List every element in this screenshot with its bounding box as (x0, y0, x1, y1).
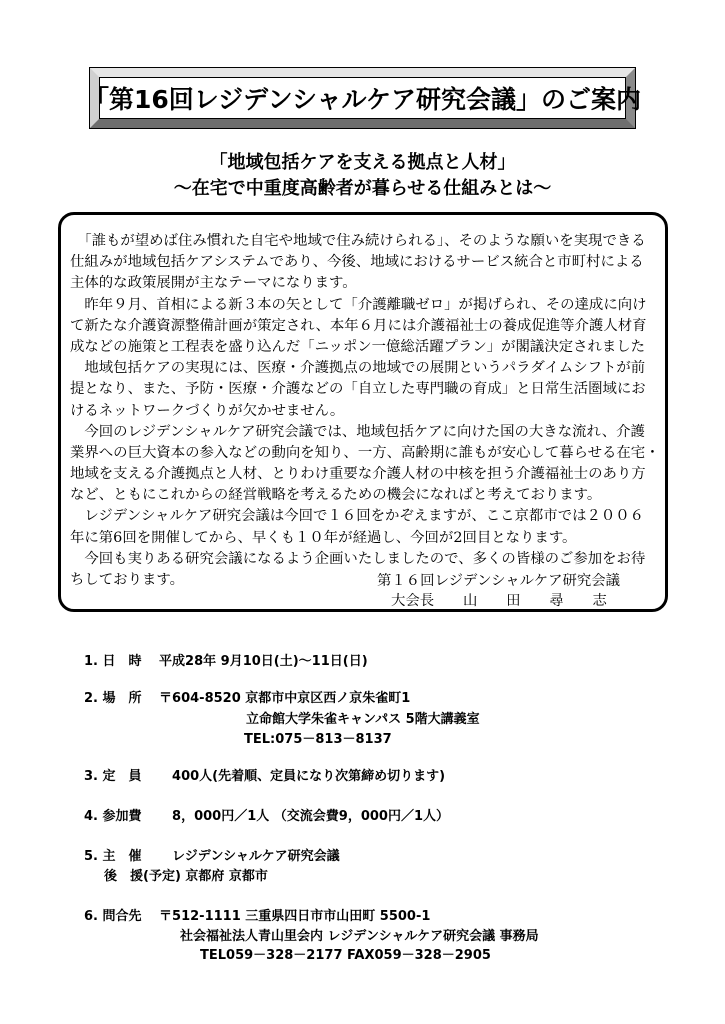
message-line: 今回も実りある研究会議になるよう企画いたしましたので、多くの皆様のご参加をお待 (70, 550, 646, 567)
signature-name: 大会長 山 田 尋 志 (391, 593, 607, 609)
message-line: など、ともにこれからの経営戦略を考えるための機会になればと考えております。 (70, 487, 602, 504)
signature-org: 第１６回レジデンシャルケア研究会議 (377, 573, 621, 589)
subtitle-sub: ～在宅で中重度高齢者が暮らせる仕組みとは～ (173, 178, 552, 199)
detail-contact: 6. 問合先 〒512-1111 三重県四日市市山田町 5500-1 (84, 909, 431, 924)
message-line: けるネットワークづくりが欠かせません。 (70, 402, 345, 419)
title-box (83, 68, 642, 128)
detail-capacity: 3. 定 員 400人(先着順、定員になり次第締め切ります) (84, 769, 446, 784)
page-title: 「第16回レジデンシャルケア研究会議」のご案内 (99, 77, 626, 119)
message-line: レジデンシャルケア研究会議は今回で１６回をかぞえますが、ここ京都市では２００６ (70, 508, 645, 525)
detail-contact-org: 社会福祉法人青山里会内 レジデンシャルケア研究会議 事務局 (180, 929, 539, 944)
detail-place: 2. 場 所 〒604-8520 京都市中京区西ノ京朱雀町1 (84, 691, 411, 706)
message-line: 地域包括ケアの実現には、医療・介護拠点の地域での展開というパラダイムシフトが前 (70, 360, 646, 377)
detail-contact-phone: TEL059－328－2177 FAX059－328－2905 (200, 948, 491, 963)
detail-date: 1. 日 時 平成28年 9月10日(土)～11日(日) (84, 654, 368, 669)
detail-fee: 4. 参加費 8，000円／1人 （交流会費9，000円／1人） (84, 809, 450, 824)
message-line: ちしております。 (70, 572, 184, 588)
message-line: 成などの施策と工程表を盛り込んだ「ニッポン一億総活躍プラン」が閣議決定されました (70, 338, 646, 355)
message-line: 年に第6回を開催してから、早くも１０年が経過し、今回が2回目となります。 (70, 529, 577, 546)
detail-host: 5. 主 催 レジデンシャルケア研究会議 (84, 849, 340, 864)
message-line: 今回のレジデンシャルケア研究会議では、地域包括ケアに向けた国の大きな流れ、介護 (70, 423, 645, 440)
message-line: 昨年９月、首相による新３本の矢として「介護離職ゼロ」が掲げられ、その達成に向け (70, 296, 647, 313)
detail-support: 後 援(予定) 京都府 京都市 (104, 869, 268, 884)
subtitle-main: 「地域包括ケアを支える拠点と人材」 (209, 152, 516, 173)
detail-place-venue: 立命館大学朱雀キャンパス 5階大講義室 (246, 712, 480, 727)
message-line: 提となり、また、予防・医療・介護などの「自立した専門職の育成」と日常生活圏域にお (70, 381, 646, 398)
message-line: 業界への巨大資本の参入などの動向を知り、一方、高齢期に誰もが安心して暮らせる在宅・ (70, 444, 660, 461)
detail-place-tel: TEL:075－813－8137 (244, 732, 392, 747)
message-line: 「誰もが望めば住み慣れた自宅や地域で住み続けられる」、そのような願いを実現できる (70, 233, 646, 249)
message-line: 地域を支える介護拠点と人材、とりわけ重要な介護人材の中核を担う介護福祉士のあり方 (70, 466, 646, 483)
message-line: て新たな介護資源整備計画が策定され、本年６月には介護福祉士の養成促進等介護人材育 (70, 317, 647, 334)
message-body (70, 231, 660, 591)
message-line: 主体的な政策展開が主なテーマになります。 (70, 275, 357, 292)
message-line: 仕組みが地域包括ケアシステムであり、今後、地域におけるサービス統合と市町村による (70, 254, 644, 271)
